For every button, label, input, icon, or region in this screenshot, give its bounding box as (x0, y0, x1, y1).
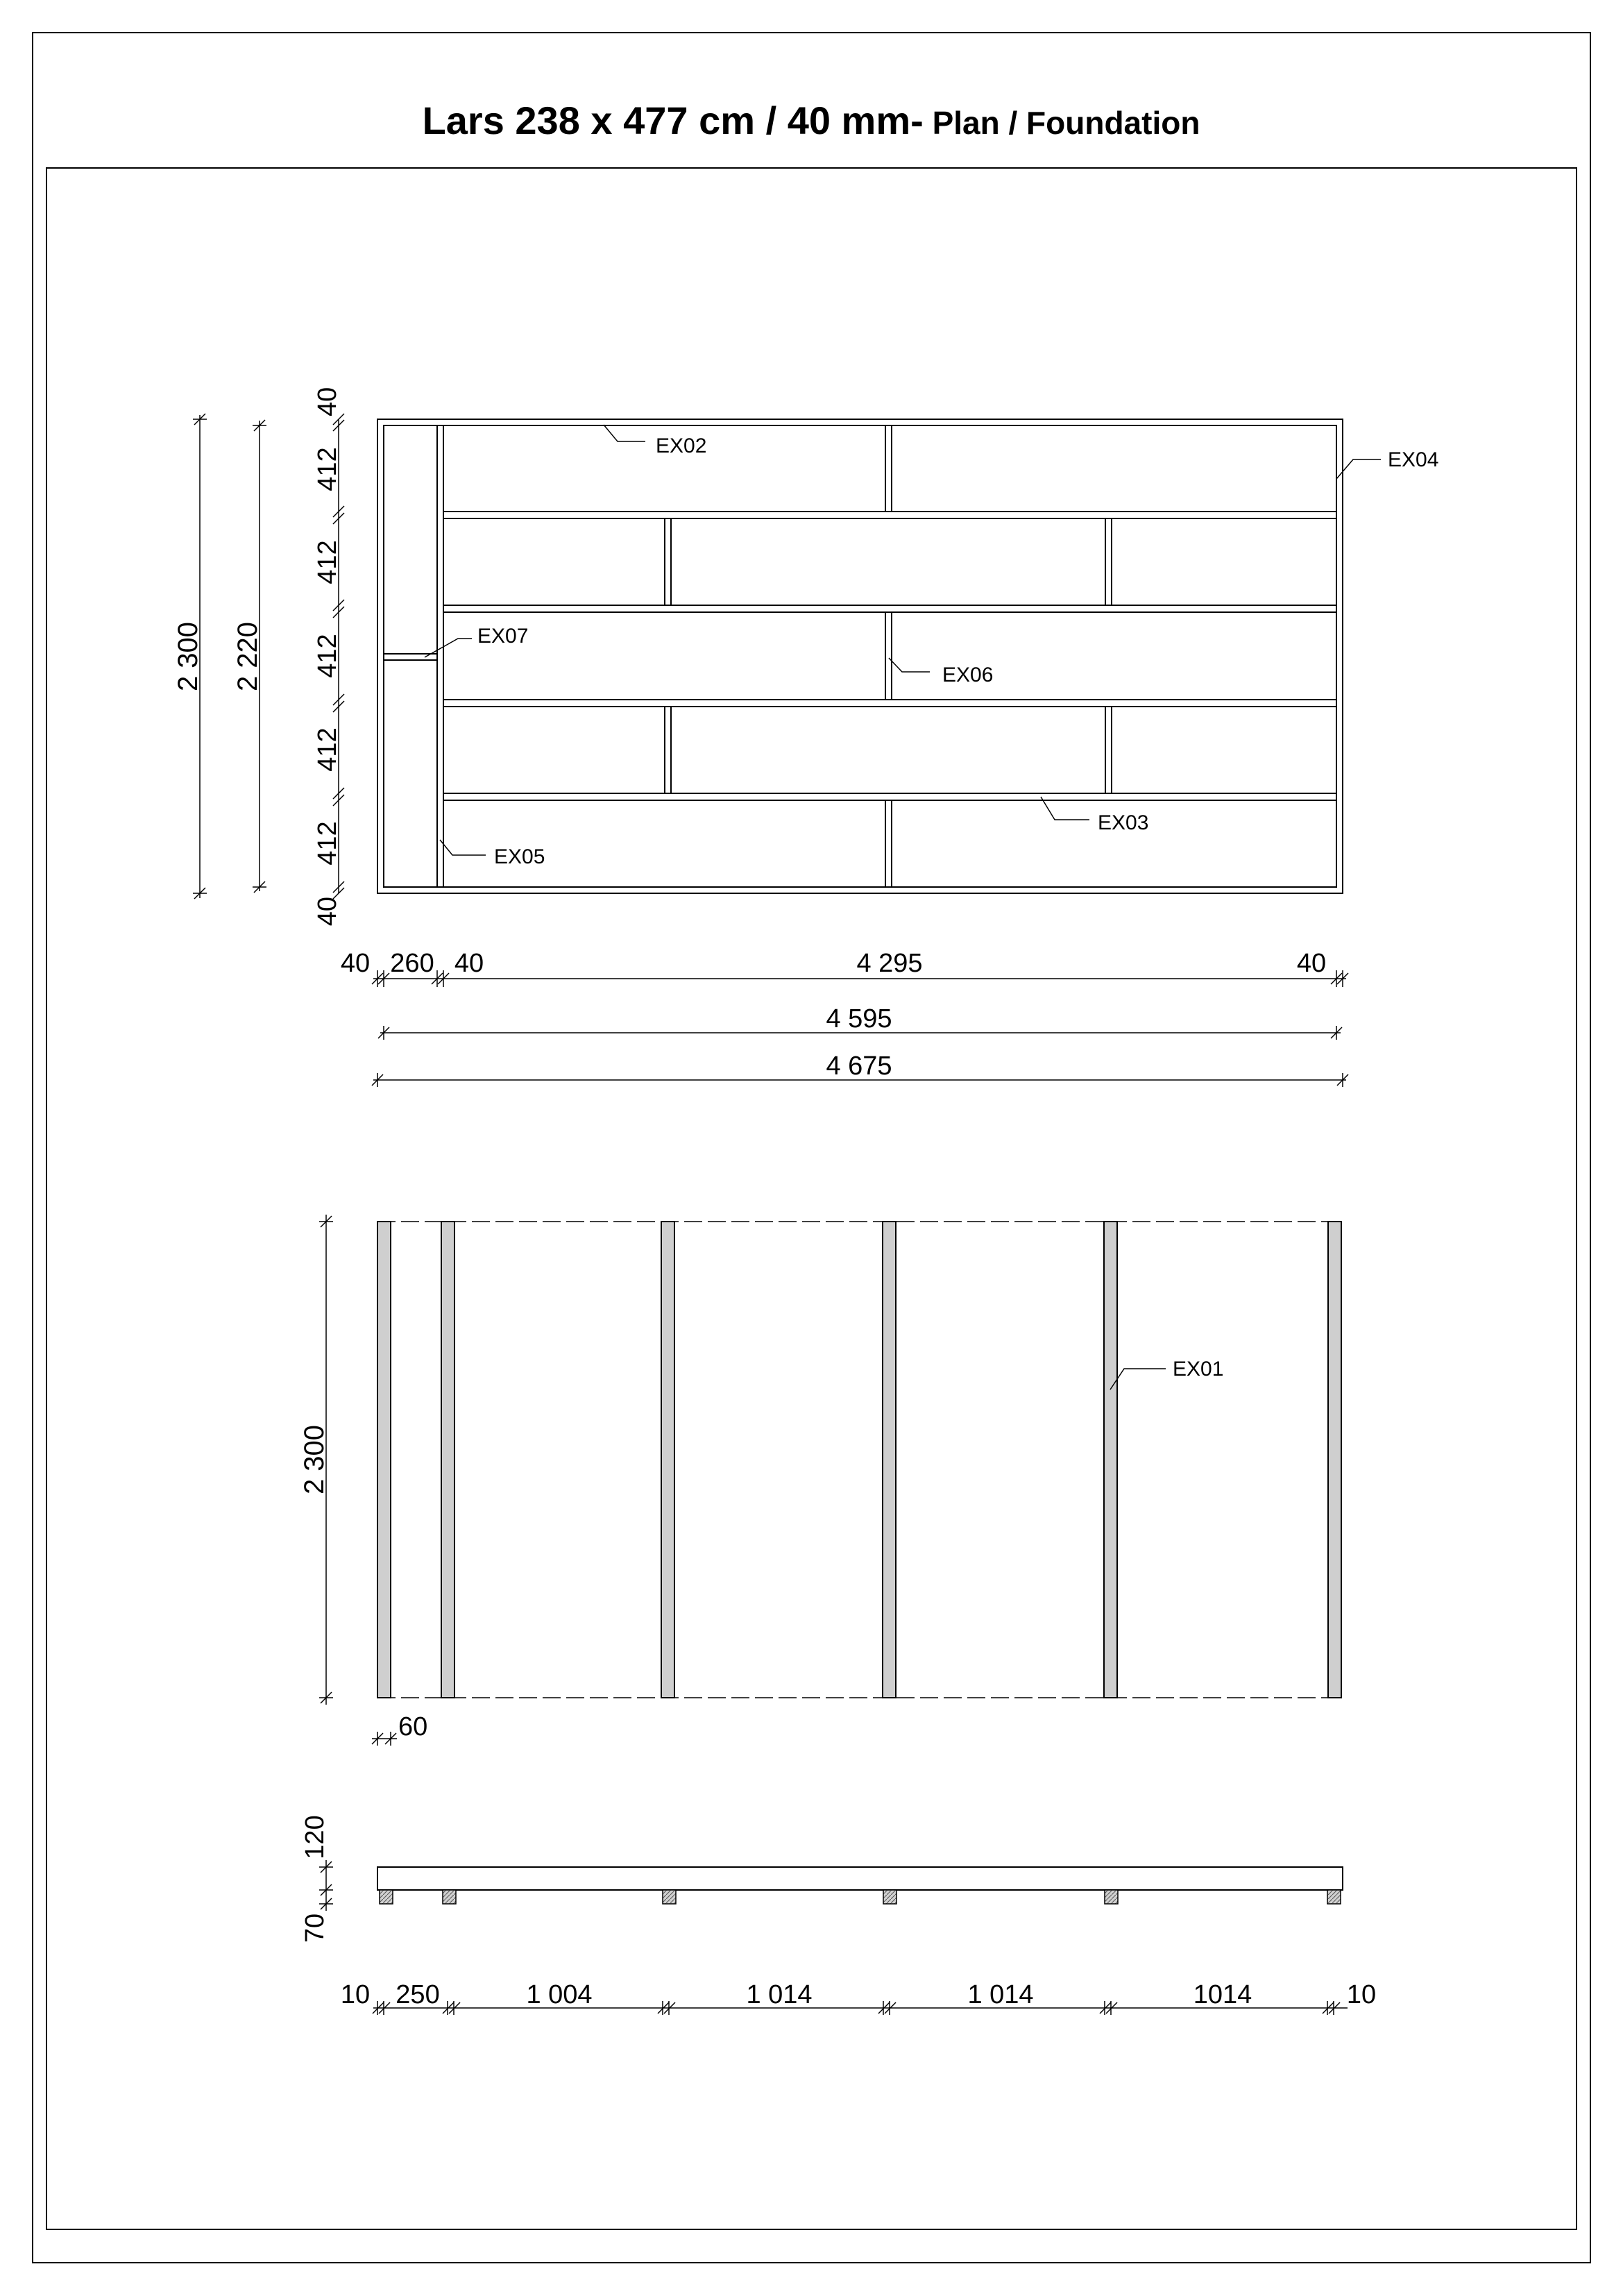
plan-inner-frame (384, 425, 1336, 887)
dim-row-2: 412 (313, 540, 342, 584)
dim-column: 260 (390, 949, 434, 978)
label-ex07: EX07 (477, 625, 529, 648)
section-beam (663, 1890, 676, 1904)
dim-row-bottom: 40 (313, 897, 342, 927)
section-beam (380, 1890, 393, 1904)
dim-row-4: 412 (313, 727, 342, 772)
dim-row-3: 412 (313, 634, 342, 678)
label-ex01: EX01 (1173, 1358, 1224, 1381)
section-beam (1105, 1890, 1118, 1904)
foundation-beam (661, 1222, 674, 1698)
section-view (377, 1867, 1343, 1904)
foundation-beam (441, 1222, 454, 1698)
foundation-beam (1328, 1222, 1341, 1698)
section-floor (377, 1867, 1343, 1890)
dim-spacing-1: 250 (396, 1980, 440, 2009)
label-ex05: EX05 (494, 845, 545, 868)
page-title (423, 99, 1200, 142)
sheet-border-inner (46, 168, 1577, 2229)
plan-leaders (425, 425, 1381, 855)
label-ex04: EX04 (1388, 448, 1439, 471)
dim-row-5: 412 (313, 821, 342, 866)
dim-column-wall: 40 (454, 949, 484, 978)
dim-main-span: 4 295 (856, 949, 923, 978)
plan-row-dimension-text (313, 387, 342, 927)
foundation-beam (883, 1222, 896, 1698)
title-sub: Plan / Foundation (923, 105, 1200, 141)
dim-beam-height: 70 (300, 1913, 330, 1943)
dim-beam-width: 60 (398, 1712, 428, 1741)
dim-floor-height: 120 (300, 1815, 330, 1859)
dim-total-inner: 4 595 (826, 1004, 892, 1033)
dim-row-top: 40 (313, 387, 342, 416)
dim-spacing-4: 1 014 (967, 1980, 1034, 2009)
dim-spacing-3: 1 014 (746, 1980, 813, 2009)
plan-label-group (477, 434, 1438, 868)
dim-spacing-right-edge: 10 (1346, 1980, 1377, 2009)
dim-inner-height: 2 220 (232, 621, 263, 692)
foundation-beam (377, 1222, 391, 1698)
section-beam (443, 1890, 456, 1904)
dim-total-height: 2 300 (173, 621, 203, 692)
title-main: Lars 238 x 477 cm / 40 mm- (422, 99, 924, 142)
dim-spacing-5: 1014 (1193, 1980, 1252, 2009)
dim-right-wall: 40 (1296, 949, 1327, 978)
dim-foundation-height: 2 300 (299, 1424, 330, 1495)
dim-spacing-left-edge: 10 (340, 1980, 371, 2009)
foundation-beam (1104, 1222, 1117, 1698)
plan-view (377, 419, 1343, 893)
plan-horizontal-dimension-text (341, 949, 1326, 1081)
section-beam (883, 1890, 897, 1904)
sheet-border-outer (33, 33, 1590, 2263)
label-ex03: EX03 (1098, 811, 1149, 834)
dim-row-1: 412 (313, 447, 342, 491)
dim-spacing-2: 1 004 (526, 1980, 593, 2009)
section-beam (1327, 1890, 1341, 1904)
label-ex06: EX06 (942, 664, 994, 686)
section-spacing-text (341, 1980, 1376, 2009)
plan-outer-frame (377, 419, 1343, 893)
label-ex02: EX02 (656, 434, 707, 457)
dim-left-wall: 40 (340, 949, 371, 978)
foundation-plan (377, 1222, 1343, 1698)
section-height-dimensions (319, 1860, 333, 1911)
dim-total-outer: 4 675 (826, 1052, 892, 1081)
